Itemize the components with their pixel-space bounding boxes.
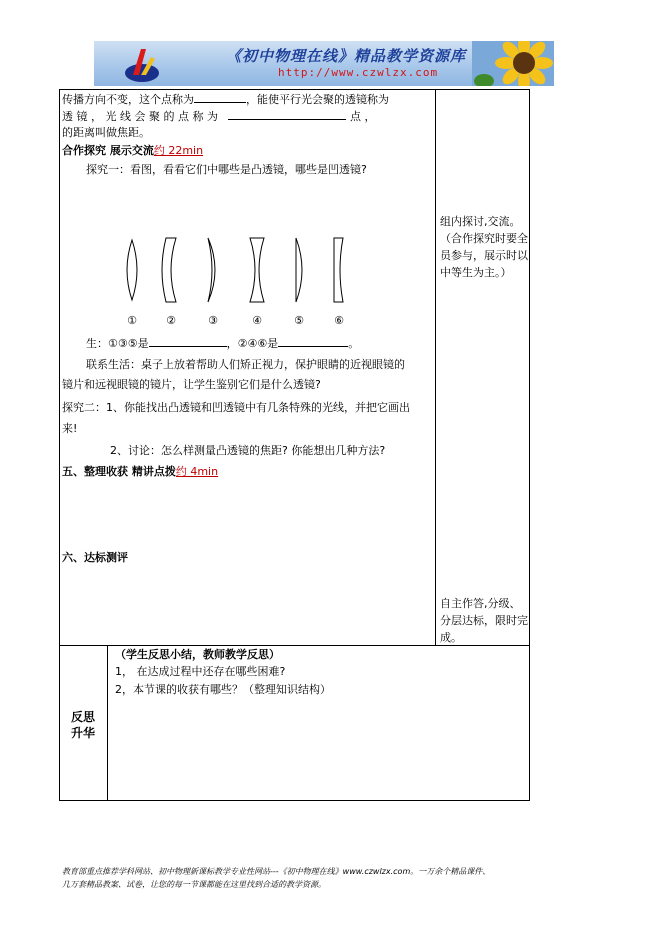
reflection-question-2: 2，本节课的收获有哪些？（整理知识结构）: [115, 683, 331, 696]
reflection-label-1: 反思: [71, 710, 96, 724]
lens-label: ⑤: [294, 314, 304, 327]
note-assessment: 自主作答,分级、分层达标，限时完成。: [440, 597, 528, 644]
reflection-label-2: 升华: [71, 726, 96, 740]
reflection-heading: （学生反思小结，教师教学反思）: [115, 648, 280, 661]
blank-concave[interactable]: [278, 335, 348, 347]
answer-line: 生：①③⑤是 ，②④⑥是 。: [86, 337, 360, 350]
explore-one: 探究一：看图，看看它们中哪些是凸透镜，哪些是凹透镜?: [86, 163, 367, 176]
section-cooperation: 合作探究 展示交流约 22min: [62, 144, 204, 157]
banner-title: 《初中物理在线》精品教学资源库: [226, 47, 467, 65]
header-banner: [94, 41, 554, 86]
life-connection-1: 联系生活：桌子上放着帮助人们矫正视力，保护眼睛的近视眼镜的: [86, 358, 405, 371]
section-six: 六、达标测评: [62, 551, 128, 564]
explore-two-b: 来!: [62, 422, 78, 435]
lens-label: ⑥: [334, 314, 344, 327]
lens-2-concave-meniscus: [162, 238, 176, 302]
lens-diagram: [110, 232, 370, 332]
lens-label: ③: [208, 314, 218, 327]
blank-1[interactable]: [194, 91, 246, 103]
footer-line-2: 几万套精品教案、试卷，让您的每一节课都能在这里找到合适的教学资源。: [62, 880, 326, 889]
discussion: 2、讨论：怎么样测量凸透镜的焦距? 你能想出几种方法?: [110, 444, 386, 457]
sunflower-icon: [472, 41, 554, 86]
lens-1-biconvex: [127, 240, 137, 300]
table-right-border: [529, 89, 530, 801]
reflection-question-1: 1， 在达成过程中还存在哪些困难?: [115, 665, 286, 678]
line-2: 透 镜 ， 光 线 会 聚 的 点 称 为 点 ，: [62, 110, 376, 123]
lens-4-biconcave: [250, 238, 264, 302]
blank-convex[interactable]: [149, 335, 227, 347]
explore-two-a: 探究二：1、你能找出凸透镜和凹透镜中有几条特殊的光线，并把它画出: [62, 401, 410, 414]
section-five: 五、整理收获 精讲点拨约 4min: [62, 465, 219, 478]
table-column-divider: [435, 89, 436, 646]
line-1: 传播方向不变，这个点称为 ，能使平行光会聚的透镜称为: [62, 93, 389, 106]
footer-line-1: 教育部重点推荐学科网站、初中物理新课标教学专业性网站---《初中物理在线》www.czwlzx.com。一万余个精品课件、: [62, 867, 491, 876]
line-3: 的距离叫做焦距。: [62, 126, 150, 139]
lens-label: ②: [166, 314, 176, 327]
table-left-border: [59, 89, 60, 801]
note-cooperation: 组内探讨,交流。（合作探究时要全员参与，展示时以中等生为主。）: [440, 215, 528, 279]
table-bottom-border: [59, 800, 530, 801]
lens-5-plano-convex: [296, 238, 302, 302]
logo-icon: [124, 45, 160, 83]
lens-label: ④: [252, 314, 262, 327]
life-connection-2: 镜片和远视眼镜的镜片，让学生鉴别它们是什么透镜?: [62, 378, 321, 391]
reflection-column-divider: [107, 645, 108, 801]
time-cooperation: 约 22min: [153, 144, 204, 157]
time-section-five: 约 4min: [175, 465, 219, 478]
lens-6-plano-concave: [334, 238, 343, 302]
lens-3-convex-meniscus: [208, 238, 215, 302]
lens-label: ①: [127, 314, 137, 327]
table-top-border: [59, 89, 530, 90]
blank-2[interactable]: [228, 108, 346, 120]
banner-url[interactable]: http://www.czwlzx.com: [278, 66, 439, 79]
